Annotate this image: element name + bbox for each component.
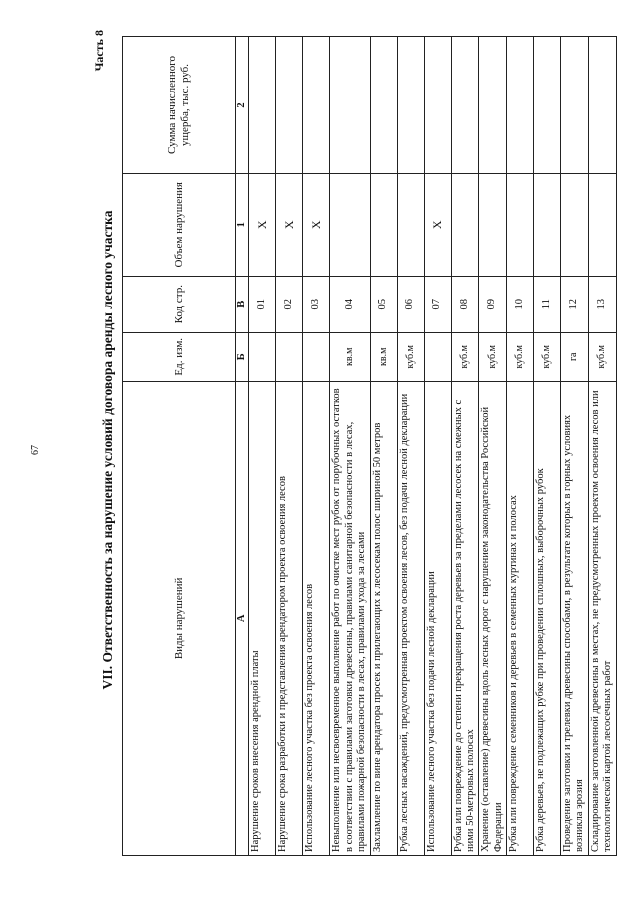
index-cell: В [236, 276, 249, 332]
table-row [451, 37, 479, 856]
line-code-cell: 07 [424, 276, 451, 332]
unit-cell [303, 332, 330, 381]
table-row [249, 37, 276, 856]
unit-cell: кв.м [370, 332, 397, 381]
violation-name-cell: Нарушение срока разработки и представления арендатором проекта освоения лесов [276, 381, 303, 855]
unit-cell: куб.м [588, 332, 616, 381]
violation-name-cell: Хранение (оставление) древесины вдоль лесных дорог с нарушением законодательства Российской Федерации [479, 381, 507, 855]
damage-sum-cell [451, 37, 479, 174]
volume-cell [507, 173, 534, 276]
table-row [370, 37, 397, 856]
index-cell: А [236, 381, 249, 855]
table-row [561, 37, 589, 856]
rotated-sheet [30, 20, 614, 880]
table-header-row [123, 37, 236, 856]
line-code-cell: 09 [479, 276, 507, 332]
line-code-cell: 12 [561, 276, 589, 332]
index-row [236, 37, 249, 856]
violation-name-cell: Захламление по вине арендатора просек и прилегающих к лесосекам полос шириной 50 метров [370, 381, 397, 855]
damage-sum-cell [370, 37, 397, 174]
unit-cell: куб.м [534, 332, 561, 381]
table-row [397, 37, 424, 856]
volume-cell [561, 173, 589, 276]
damage-sum-cell [561, 37, 589, 174]
damage-sum-cell [424, 37, 451, 174]
section-title: VII. Ответственность за нарушение условий договора аренды лесного участка [100, 210, 115, 690]
volume-cell [370, 173, 397, 276]
volume-cell [534, 173, 561, 276]
page-number: 67 [30, 445, 41, 455]
volume-cell: X [249, 173, 276, 276]
line-code-cell: 11 [534, 276, 561, 332]
unit-cell: куб.м [507, 332, 534, 381]
header-damage-sum: Сумма начисленного ущерба, тыс. руб. [123, 37, 236, 174]
index-cell: 1 [236, 173, 249, 276]
violation-name-cell: Использование лесного участка без подачи лесной декларации [424, 381, 451, 855]
violation-name-cell: Рубка или повреждение до степени прекращения роста деревьев за пределами лесосек на смежных с ними 50-метровых полосах [451, 381, 479, 855]
violation-name-cell: Рубка лесных насаждений, предусмотренная проектом освоения лесов, без подачи лесной декларации [397, 381, 424, 855]
line-code-cell: 04 [330, 276, 370, 332]
table-row [303, 37, 330, 856]
violation-name-cell: Рубка деревьев, не подлежащих рубке при проведении сплошных, выборочных рубок [534, 381, 561, 855]
table-row [588, 37, 616, 856]
violation-name-cell: Нарушение сроков внесения арендной платы [249, 381, 276, 855]
index-cell: 2 [236, 37, 249, 174]
volume-cell: X [303, 173, 330, 276]
header-volume: Объем нарушения [123, 173, 236, 276]
part-label: Часть 8 [92, 30, 106, 72]
damage-sum-cell [588, 37, 616, 174]
line-code-cell: 08 [451, 276, 479, 332]
damage-sum-cell [249, 37, 276, 174]
table-row [479, 37, 507, 856]
violation-name-cell: Невыполнение или несвоевременное выполнение работ по очистке мест рубок от порубочных остатков в соответствии с правилами заготовки древесины, правилами санитарной безопасности в лесах, правилами пожарной безопасности в лесах, правилами ухода за лесами [330, 381, 370, 855]
damage-sum-cell [397, 37, 424, 174]
line-code-cell: 06 [397, 276, 424, 332]
table-row [424, 37, 451, 856]
volume-cell [479, 173, 507, 276]
volume-cell [451, 173, 479, 276]
volume-cell [397, 173, 424, 276]
unit-cell [276, 332, 303, 381]
volume-cell: X [424, 173, 451, 276]
unit-cell [249, 332, 276, 381]
unit-cell: куб.м [397, 332, 424, 381]
line-code-cell: 01 [249, 276, 276, 332]
damage-sum-cell [330, 37, 370, 174]
line-code-cell: 13 [588, 276, 616, 332]
index-cell: Б [236, 332, 249, 381]
violation-name-cell: Складирование заготовленной древесины в местах, не предусмотренных проектом освоения лесов или технологической картой лесосечных работ [588, 381, 616, 855]
volume-cell [588, 173, 616, 276]
line-code-cell: 03 [303, 276, 330, 332]
unit-cell: га [561, 332, 589, 381]
unit-cell: куб.м [479, 332, 507, 381]
damage-sum-cell [534, 37, 561, 174]
violation-name-cell: Использование лесного участка без проекта освоения лесов [303, 381, 330, 855]
damage-sum-cell [303, 37, 330, 174]
violation-name-cell: Проведение заготовки и трелевки древесины способами, в результате которых в горных условиях возникла эрозия [561, 381, 589, 855]
volume-cell: X [276, 173, 303, 276]
line-code-cell: 10 [507, 276, 534, 332]
violation-name-cell: Рубка или повреждение семенников и деревьев в семенных куртинах и полосах [507, 381, 534, 855]
damage-sum-cell [276, 37, 303, 174]
unit-cell [424, 332, 451, 381]
table-row [507, 37, 534, 856]
header-line-code: Код стр. [123, 276, 236, 332]
damage-sum-cell [507, 37, 534, 174]
line-code-cell: 02 [276, 276, 303, 332]
volume-cell [330, 173, 370, 276]
damage-sum-cell [479, 37, 507, 174]
table-row [276, 37, 303, 856]
line-code-cell: 05 [370, 276, 397, 332]
table-row [330, 37, 370, 856]
unit-cell: куб.м [451, 332, 479, 381]
violations-table [122, 36, 617, 856]
header-unit: Ед. изм. [123, 332, 236, 381]
table-row [534, 37, 561, 856]
header-violation-types: Виды нарушений [123, 381, 236, 855]
unit-cell: кв.м [330, 332, 370, 381]
